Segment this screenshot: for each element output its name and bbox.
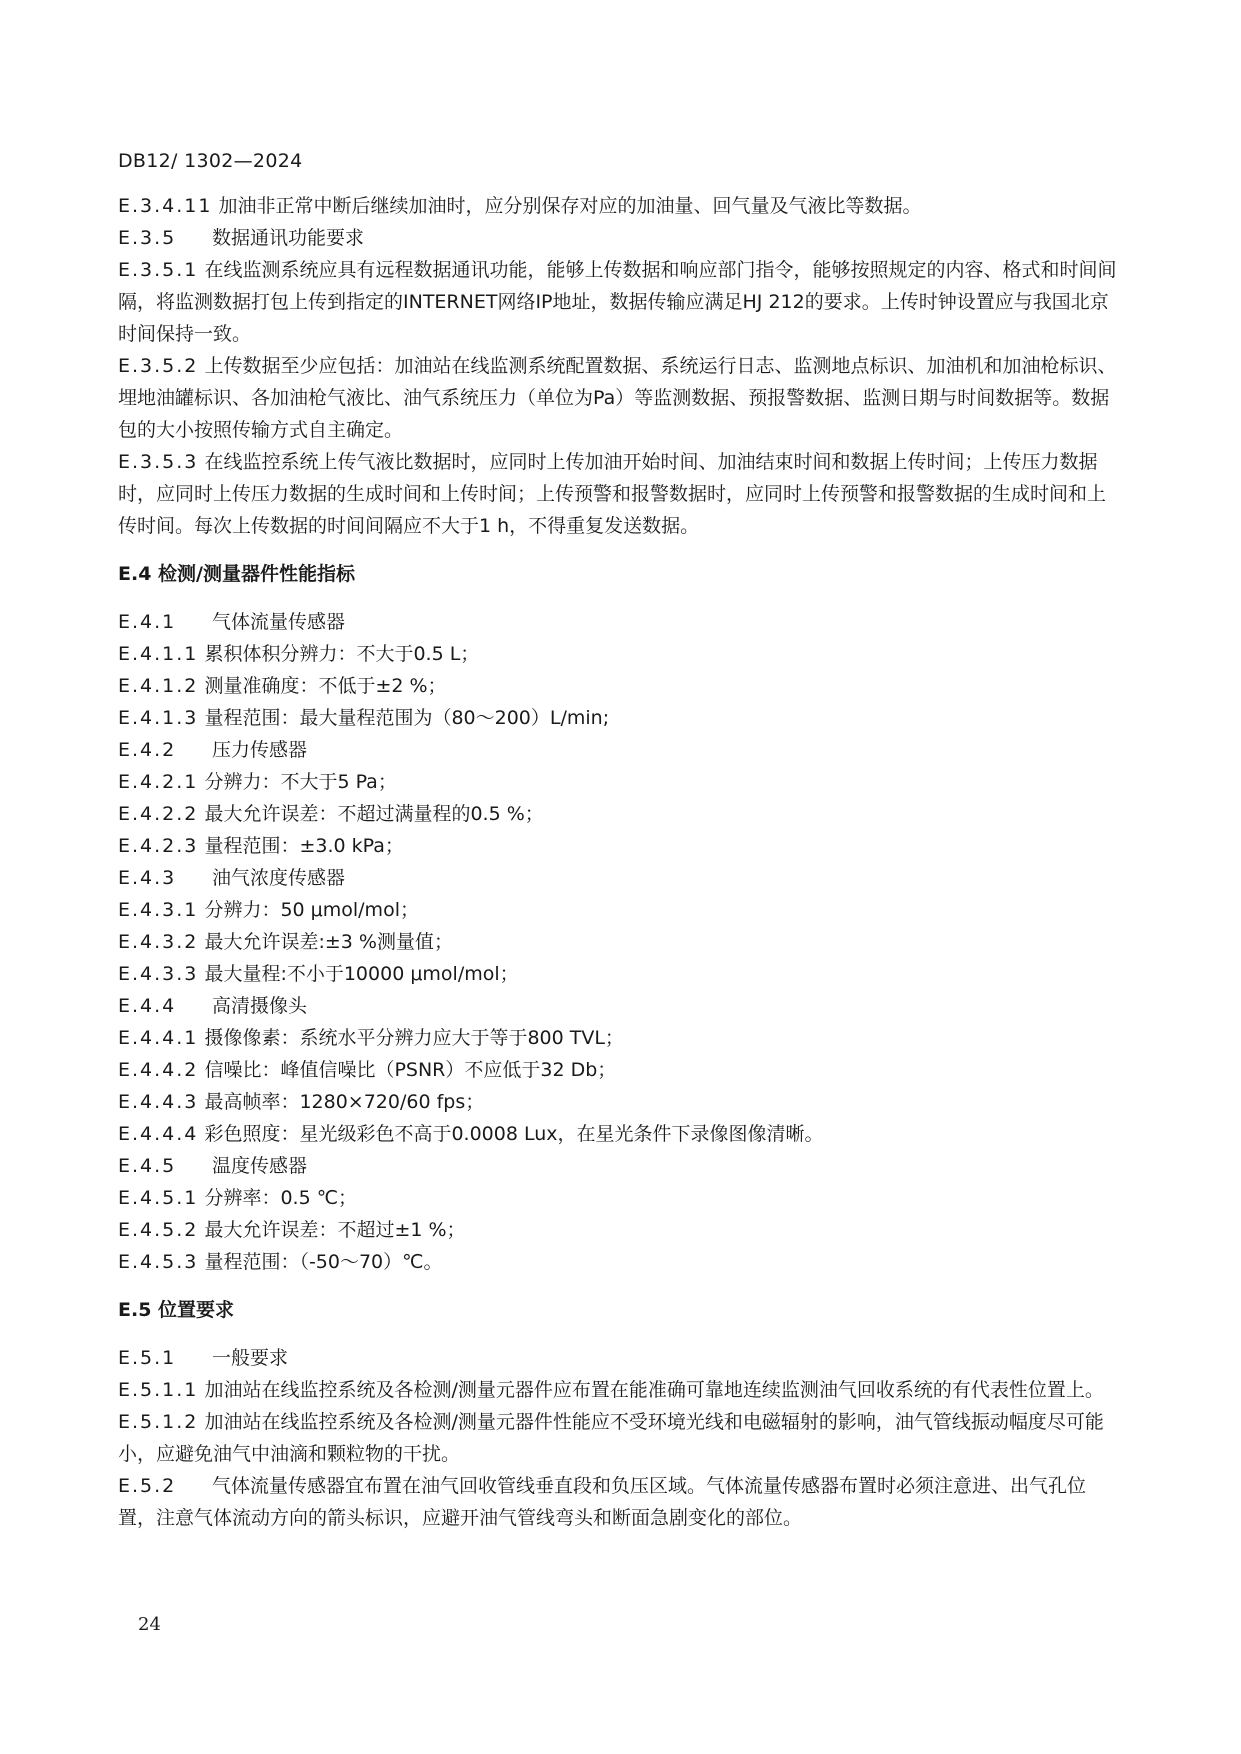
clause-text: 累积体积分辨力：不大于0.5 L； bbox=[204, 643, 480, 665]
clause-text: 温度传感器 bbox=[212, 1155, 308, 1177]
clause-number: E.4.3 bbox=[118, 867, 177, 889]
clause-e4-4 bbox=[118, 990, 1118, 1022]
clause-number: E.4.5.1 bbox=[118, 1187, 199, 1209]
clause-e3-4-11 bbox=[118, 190, 1118, 222]
clause-e3-5-1 bbox=[118, 254, 1118, 350]
clause-text: 加油非正常中断后继续加油时，应分别保存对应的加油量、回气量及气液比等数据。 bbox=[218, 195, 922, 217]
clause-text: 上传数据至少应包括：加油站在线监测系统配置数据、系统运行日志、监测地点标识、加油机和加油枪标识、埋地油罐标识、各加油枪气液比、油气系统压力（单位为Pa）等监测数据、预报警数据、监测日期与时间数据等。数据包的大小按照传输方式自主确定。 bbox=[118, 355, 1117, 441]
clause-text: 摄像像素：系统水平分辨力应大于等于800 TVL； bbox=[204, 1027, 624, 1049]
clause-text: 在线监测系统应具有远程数据通讯功能，能够上传数据和响应部门指令，能够按照规定的内容、格式和时间间隔，将监测数据打包上传到指定的INTERNET网络IP地址，数据传输应满足HJ 212的要求。上传时钟设置应与我国北京时间保持一致。 bbox=[118, 259, 1117, 345]
clause-number: E.4.3.1 bbox=[118, 899, 199, 921]
clause-number: E.4.1.2 bbox=[118, 675, 199, 697]
clause-e4-2-3 bbox=[118, 830, 1118, 862]
clause-text: 在线监控系统上传气液比数据时，应同时上传加油开始时间、加油结束时间和数据上传时间；上传压力数据时，应同时上传压力数据的生成时间和上传时间；上传预警和报警数据时，应同时上传预警和报警数据的生成时间和上传时间。每次上传数据的时间间隔应不大于1 h，不得重复发送数据。 bbox=[118, 451, 1107, 537]
clause-e4-1-1 bbox=[118, 638, 1118, 670]
clause-number: E.4.5.3 bbox=[118, 1251, 199, 1273]
clause-number: E.4.4.1 bbox=[118, 1027, 199, 1049]
clause-number: E.4.2.3 bbox=[118, 835, 199, 857]
clause-number: E.4.3.3 bbox=[118, 963, 199, 985]
clause-text: 量程范围：（-50～70）℃。 bbox=[204, 1251, 443, 1273]
clause-e4-5-3 bbox=[118, 1246, 1118, 1278]
clause-e4-4-4 bbox=[118, 1118, 1118, 1150]
clause-e4-1 bbox=[118, 606, 1118, 638]
clause-text: 最大允许误差：不超过±1 %； bbox=[204, 1219, 466, 1241]
clause-number: E.5.2 bbox=[118, 1475, 177, 1497]
clause-number: E.4.1.3 bbox=[118, 707, 199, 729]
clause-text: 最大允许误差:±3 %测量值； bbox=[204, 931, 453, 953]
clause-text: 测量准确度：不低于±2 %； bbox=[204, 675, 447, 697]
clause-text: 最大允许误差：不超过满量程的0.5 %； bbox=[204, 803, 544, 825]
clause-number: E.5.1.1 bbox=[118, 1379, 199, 1401]
clause-number: E.3.5.2 bbox=[118, 355, 199, 377]
clause-number: E.3.5.3 bbox=[118, 451, 199, 473]
clause-e4-3-3 bbox=[118, 958, 1118, 990]
clause-number: E.3.4.11 bbox=[118, 195, 213, 217]
clause-number: E.4.4.2 bbox=[118, 1059, 199, 1081]
clause-number: E.3.5 bbox=[118, 227, 177, 249]
clause-number: E.4.5 bbox=[118, 1155, 177, 1177]
document-body bbox=[118, 190, 1118, 1534]
clause-number: E.4.4 bbox=[118, 995, 177, 1017]
clause-number: E.4.5.2 bbox=[118, 1219, 199, 1241]
clause-number: E.5.1.2 bbox=[118, 1411, 199, 1433]
clause-number: E.3.5.1 bbox=[118, 259, 199, 281]
section-heading-e5: E.5 位置要求 bbox=[118, 1299, 235, 1321]
clause-e5-2 bbox=[118, 1470, 1118, 1534]
section-heading-e4: E.4 检测/测量器件性能指标 bbox=[118, 563, 355, 585]
clause-e5-1 bbox=[118, 1342, 1118, 1374]
clause-text: 分辨率：0.5 ℃； bbox=[204, 1187, 358, 1209]
clause-number: E.4.2.2 bbox=[118, 803, 199, 825]
clause-e4-5-1 bbox=[118, 1182, 1118, 1214]
clause-text: 加油站在线监控系统及各检测/测量元器件应布置在能准确可靠地连续监测油气回收系统的有代表性位置上。 bbox=[204, 1379, 1104, 1401]
clause-number: E.5.1 bbox=[118, 1347, 177, 1369]
clause-text: 分辨力：50 μmol/mol； bbox=[204, 899, 419, 921]
clause-e4-4-3 bbox=[118, 1086, 1118, 1118]
clause-e4-1-3 bbox=[118, 702, 1118, 734]
clause-text: 信噪比：峰值信噪比（PSNR）不应低于32 Db； bbox=[204, 1059, 617, 1081]
clause-e4-5-2 bbox=[118, 1214, 1118, 1246]
clause-text: 量程范围：±3.0 kPa； bbox=[204, 835, 404, 857]
clause-e4-4-2 bbox=[118, 1054, 1118, 1086]
clause-number: E.4.2.1 bbox=[118, 771, 199, 793]
clause-e5-1-1 bbox=[118, 1374, 1118, 1406]
clause-e3-5-3 bbox=[118, 446, 1118, 542]
clause-e4-4-1 bbox=[118, 1022, 1118, 1054]
clause-number: E.4.3.2 bbox=[118, 931, 199, 953]
clause-e4-3 bbox=[118, 862, 1118, 894]
clause-text: 量程范围：最大量程范围为（80～200）L/min; bbox=[204, 707, 610, 729]
clause-text: 彩色照度：星光级彩色不高于0.0008 Lux，在星光条件下录像图像清晰。 bbox=[204, 1123, 824, 1145]
clause-e5-1-2 bbox=[118, 1406, 1118, 1470]
clause-e4-3-2 bbox=[118, 926, 1118, 958]
clause-e4-3-1 bbox=[118, 894, 1118, 926]
clause-text: 油气浓度传感器 bbox=[212, 867, 346, 889]
clause-text: 最大量程:不小于10000 μmol/mol； bbox=[204, 963, 519, 985]
clause-text: 数据通讯功能要求 bbox=[212, 227, 365, 249]
clause-text: 分辨力：不大于5 Pa； bbox=[204, 771, 397, 793]
clause-e4-2 bbox=[118, 734, 1118, 766]
document-code: DB12/ 1302—2024 bbox=[118, 150, 303, 172]
clause-e3-5-2 bbox=[118, 350, 1118, 446]
clause-number: E.4.4.4 bbox=[118, 1123, 199, 1145]
clause-text: 气体流量传感器 bbox=[212, 611, 346, 633]
clause-text: 高清摄像头 bbox=[212, 995, 308, 1017]
clause-number: E.4.1.1 bbox=[118, 643, 199, 665]
clause-text: 压力传感器 bbox=[212, 739, 308, 761]
clause-text: 最高帧率：1280×720/60 fps； bbox=[204, 1091, 485, 1113]
clause-text: 加油站在线监控系统及各检测/测量元器件性能应不受环境光线和电磁辐射的影响，油气管线振动幅度尽可能小，应避免油气中油滴和颗粒物的干扰。 bbox=[118, 1411, 1104, 1465]
clause-e4-2-1 bbox=[118, 766, 1118, 798]
clause-text: 一般要求 bbox=[212, 1347, 289, 1369]
clause-e4-5 bbox=[118, 1150, 1118, 1182]
clause-number: E.4.1 bbox=[118, 611, 177, 633]
clause-e4-1-2 bbox=[118, 670, 1118, 702]
clause-e4-2-2 bbox=[118, 798, 1118, 830]
clause-number: E.4.4.3 bbox=[118, 1091, 199, 1113]
page-number: 24 bbox=[138, 1614, 161, 1635]
clause-number: E.4.2 bbox=[118, 739, 177, 761]
clause-text: 气体流量传感器宜布置在油气回收管线垂直段和负压区域。气体流量传感器布置时必须注意进、出气孔位置，注意气体流动方向的箭头标识，应避开油气管线弯头和断面急剧变化的部位。 bbox=[118, 1475, 1087, 1529]
clause-e3-5 bbox=[118, 222, 1118, 254]
